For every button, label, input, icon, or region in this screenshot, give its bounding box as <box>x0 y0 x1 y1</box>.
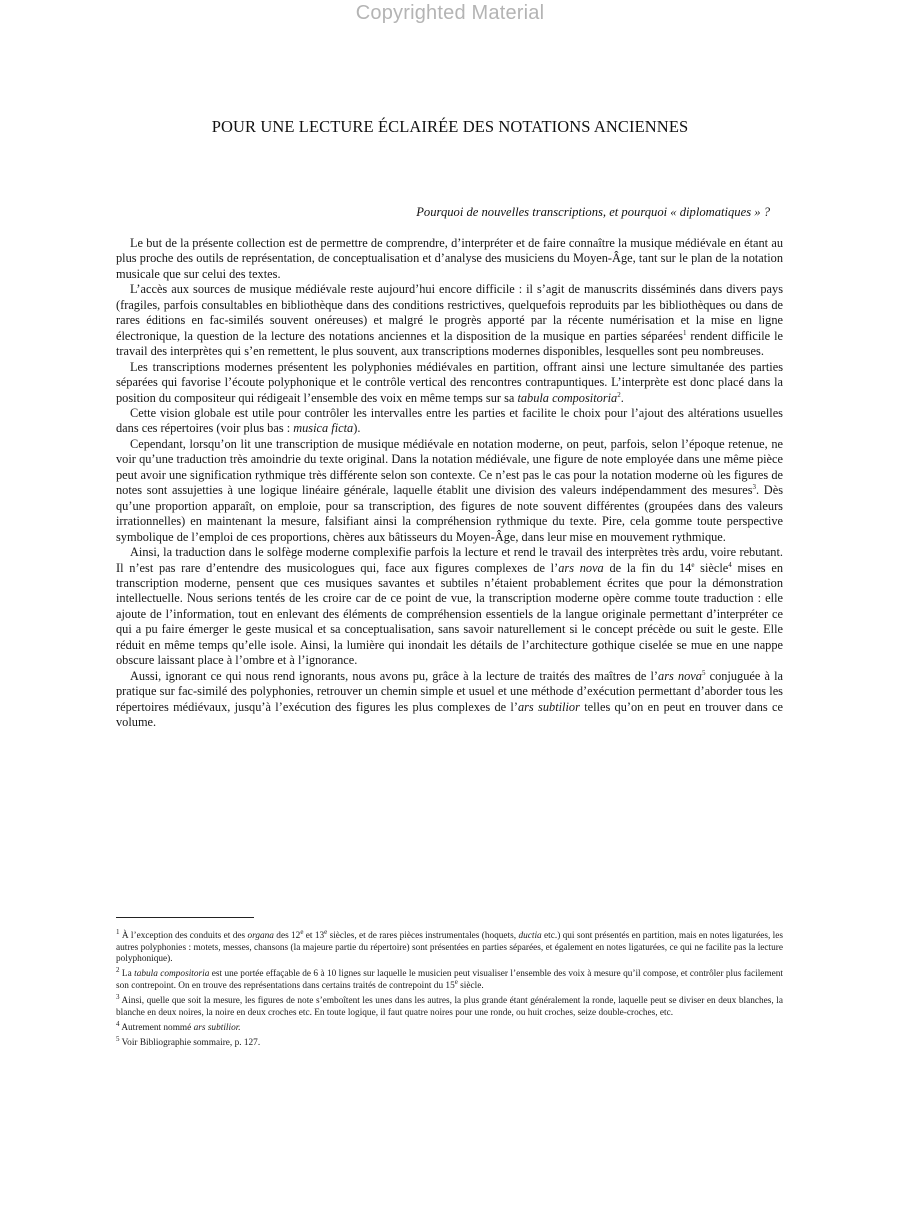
body-text <box>116 236 783 731</box>
footnote-2: $^2$ La tabula compositoria est une portée effaçable de 6 à 10 lignes sur laquelle le musicien peut visualiser l’ensemble des voix à mesure qu’il compose, et contrôler plus facilement son contrepoint. On en trouve des représentations dans certains traités de contrepoint du 15e siècle. <box>116 966 784 991</box>
paragraph-1: Le but de la présente collection est de permettre de comprendre, d’interpréter et de faire connaître la musique médiévale en étant au plus proche des outils de représentation, de conceptualisation et d’analyse des musiciens du Moyen-Âge, tant sur le plan de la notation musicale que sur celui des textes. <box>116 236 783 281</box>
footnote-3: $^3$ Ainsi, quelle que soit la mesure, les figures de note s’emboîtent les unes dans les autres, la plus grande étant généralement la ronde, laquelle peut se diviser en deux blanches, la blanche en deux noires, la noire en deux croches etc. En toute logique, il faut quatre noires pour une ronde, ou huit croches, seize double-croches, etc. <box>116 993 783 1018</box>
footnotes <box>116 927 784 1053</box>
footnote-divider <box>116 917 254 918</box>
footnote-5: $^5$ Voir Bibliographie sommaire, p. 127. <box>116 1035 261 1049</box>
footnote-ref-5[interactable]: 5 <box>701 668 706 677</box>
footnote-ref-4[interactable]: 4 <box>728 560 732 569</box>
paragraph-5: Cependant, lorsqu’on lit une transcription de musique médiévale en notation moderne, on peut, parfois, selon l’époque retenue, ne voir qu’une traduction très amoindrie du texte original. Dans la notation médiévale, une figure de note employée dans une même pièce peut avoir une signification rythmique très différente selon son contexte. Ce n’est pas le cas pour la notation moderne où les figures de notes sont assujetties à une logique linéaire générale, laquelle établit une division des valeurs indépendamment des mesures$^3$. Dès qu’une proportion apparaît, on emploie, pour sa transcription, des figures de note souvent différentes (groupées dans des valeurs irrationnelles) en maintenant la mesure, falsifiant ainsi la compréhension rythmique du texte. Pire, cela gomme toute perspective symbolique de l’emploi de ces proportions, chères aux bâtisseurs du Moyen-Âge, dans leur mise en mouvement rythmique. <box>116 436 783 544</box>
paragraph-3: Les transcriptions modernes présentent les polyphonies médiévales en partition, offrant ainsi une lecture simultanée des parties séparées qui favorise l’écoute polyphonique et le contrôle vertical des rencontres contrapuntiques. L’interprète est donc placé dans la position du compositeur qui rédigeait l’ensemble des voix en même temps sur sa tabula compositoria$^2$. <box>116 359 783 405</box>
footnote-ref-3[interactable]: 3 <box>752 483 756 492</box>
footnote-4: $^4$ Autrement nommé ars subtilior. <box>116 1019 241 1033</box>
footnote-ref-2[interactable]: 2 <box>617 390 621 399</box>
section-subtitle: Pourquoi de nouvelles transcriptions, et pourquoi « diplomatiques » ? <box>416 205 770 219</box>
paragraph-2: L’accès aux sources de musique médiévale reste aujourd’hui encore difficile : il s’agit de manuscrits disséminés dans divers pays (fragiles, parfois consultables en bibliothèque dans des conditions restrictives, quelquefois reproduits par les bibliothèques ou dans de rares éditions en fac-similés souvent onéreuses) et malgré le progrès apporté par la récente numérisation et la mise en ligne électronique, la question de la lecture des notations anciennes et la disposition de la musique en parties séparées$^1$ rendent difficile le travail des interprètes qui s’en remettent, le plus souvent, aux transcriptions modernes disponibles, lesquelles sont peu nombreuses. <box>116 282 784 359</box>
footnote-1: $^1$ À l’exception des conduits et des organa des 12e et 13e siècles, et de rares pièces instrumentales (hoquets, ductia etc.) qui sont présentés en partition, mais en notes ligaturées, les autres polyphonies : motets, messes, chansons (la majeure partie du répertoire) sont présentées en parties séparées, et également en notes ligaturées, ce qui ne facilite pas la lecture polyphonique). <box>116 927 784 965</box>
paragraph-6: Ainsi, la traduction dans le solfège moderne complexifie parfois la lecture et rend le travail des interprètes très ardu, voire rebutant. Il n’est pas rare d’entendre des musicologues qui, face aux figures complexes de l’ars nova de la fin du 14e siècle$^4$ mises en transcription moderne, pensent que ces musiques savantes et subtiles n’étaient probablement écrites que pour la démonstration intellectuelle. Nous serions tentés de les croire car de ce point de vue, la transcription moderne opère comme toute traduction : elle ajoute de l’information, tout en enlevant des éléments de compréhension essentiels de la langue originale permettant d’interpréter ce qui a pu faire émerger le geste musical et sa conceptualisation, sans savoir naturellement si le concept précède ou suit le geste. Elle réduit en même temps qu’elle isole. Ainsi, la lumière qui inondait les détails de l’architecture gothique ciselée se mue en une nappe obscure laissant place à l’ombre et à l’ignorance. <box>116 545 783 668</box>
page-title: POUR UNE LECTURE ÉCLAIRÉE DES NOTATIONS ANCIENNES <box>211 117 689 136</box>
footnote-ref-1[interactable]: 1 <box>682 328 687 337</box>
paragraph-7: Aussi, ignorant ce qui nous rend ignorants, nous avons pu, grâce à la lecture de traités des maîtres de l’ars nova$^5$ conjuguée à la pratique sur fac-similé des polyphonies, retrouver un chemin simple et usuel et une méthode d’exécution permettant d’aborder tous les répertoires médiévaux, jusqu’à l’exécution des figures les plus complexes de l’ars subtilior telles qu’on en peut en trouver dans ce volume. <box>116 668 783 730</box>
copyright-watermark: Copyrighted Material <box>355 2 545 24</box>
paragraph-4: Cette vision globale est utile pour contrôler les intervalles entre les parties et facilite le choix pour l’ajout des altérations usuelles dans ces répertoires (voir plus bas : musica ficta). <box>116 405 783 436</box>
